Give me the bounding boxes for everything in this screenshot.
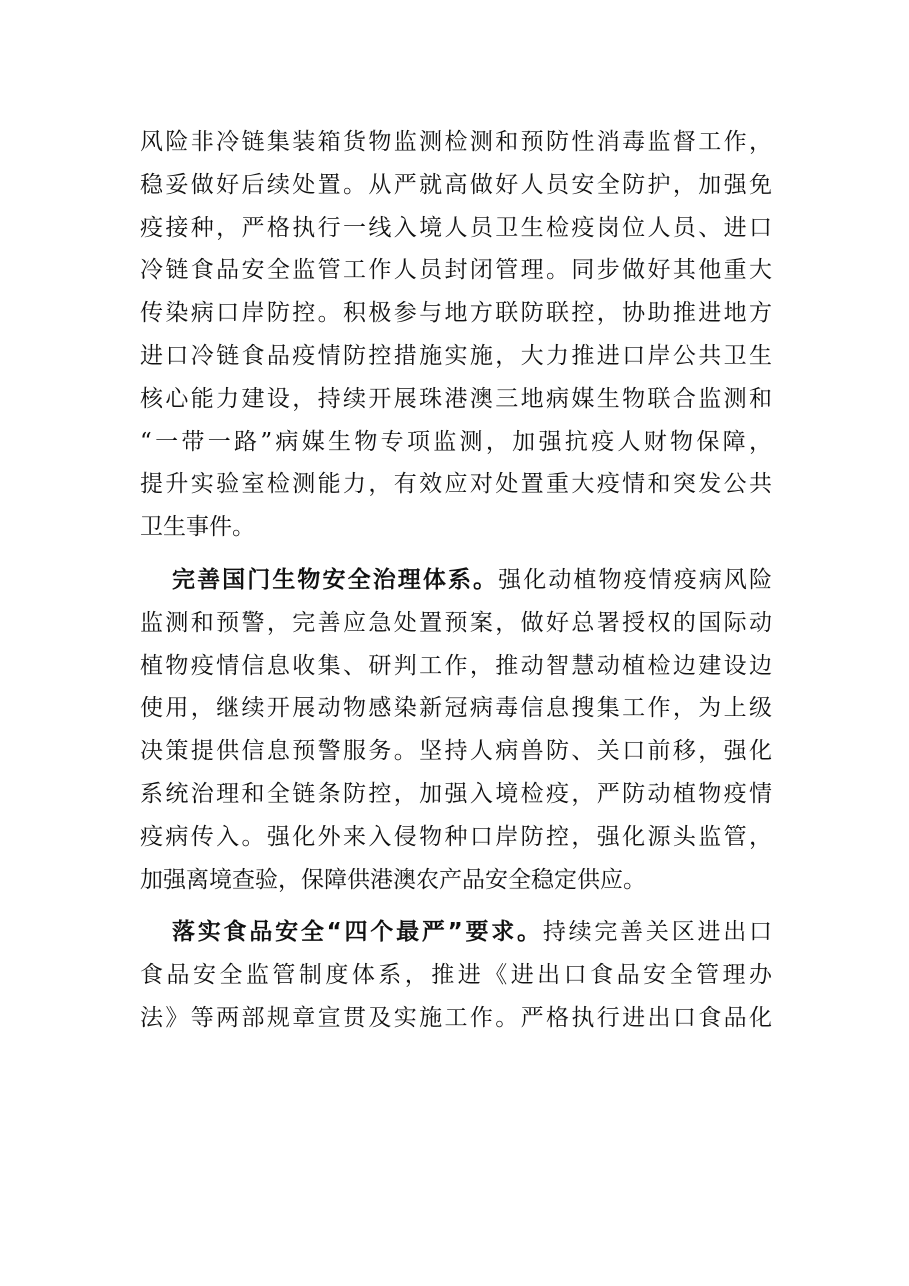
text-line: 提升实验室检测能力，有效应对处置重大疫情和突发公共: [140, 471, 772, 498]
text-line: 稳妥做好后续处置。从严就高做好人员安全防护，加强免: [140, 171, 772, 198]
text-line: 加强离境查验，保障供港澳农产品安全稳定供应。: [140, 866, 646, 893]
paragraph-heading: 完善国门生物安全治理体系。: [172, 566, 499, 593]
text-line: 卫生事件。: [140, 514, 255, 541]
text-line: 法》等两部规章宣贯及实施工作。严格执行进出口食品化: [140, 1004, 772, 1031]
text-line: “一带一路”病媒生物专项监测，加强抗疫人财物保障，: [140, 428, 772, 455]
paragraph-biosecurity: [140, 559, 772, 901]
paragraph-epidemic-prevention: [140, 121, 772, 549]
text-line: 疫接种，严格执行一线入境人员卫生检疫岗位人员、进口: [140, 214, 772, 241]
text-line: 进口冷链食品疫情防控措施实施，大力推进口岸公共卫生: [140, 342, 772, 369]
paragraph-heading: 落实食品安全“四个最严”要求。: [172, 919, 543, 946]
text-run: 强化动植物疫情疫病风险: [498, 566, 773, 593]
text-line: 核心能力建设，持续开展珠港澳三地病媒生物联合监测和: [140, 385, 772, 412]
text-line: 传染病口岸防控。积极参与地方联防联控，协助推进地方: [140, 300, 772, 327]
text-line: 疫病传入。强化外来入侵物种口岸防控，强化源头监管，: [140, 823, 772, 850]
text-line: 食品安全监管制度体系，推进《进出口食品安全管理办: [140, 962, 772, 989]
text-line: 决策提供信息预警服务。坚持人病兽防、关口前移，强化: [140, 738, 772, 765]
paragraph-spacing: [140, 549, 772, 559]
text-run: 持续完善关区进出口: [542, 919, 773, 946]
paragraph-food-safety: [140, 911, 772, 1039]
text-line: 系统治理和全链条防控，加强入境检疫，严防动植物疫情: [140, 780, 772, 807]
text-line: 风险非冷链集装箱货物监测检测和预防性消毒监督工作，: [140, 129, 772, 155]
text-line: 植物疫情信息收集、研判工作，推动智慧动植检边建设边: [140, 652, 772, 679]
document-body: [140, 121, 772, 1040]
text-line: 冷链食品安全监管工作人员封闭管理。同步做好其他重大: [140, 257, 772, 284]
text-line-first: [140, 559, 772, 602]
text-line: 使用，继续开展动物感染新冠病毒信息搜集工作，为上级: [140, 695, 772, 722]
text-line: 监测和预警，完善应急处置预案，做好总署授权的国际动: [140, 609, 772, 636]
text-line-first: [140, 911, 772, 954]
paragraph-spacing: [140, 901, 772, 911]
